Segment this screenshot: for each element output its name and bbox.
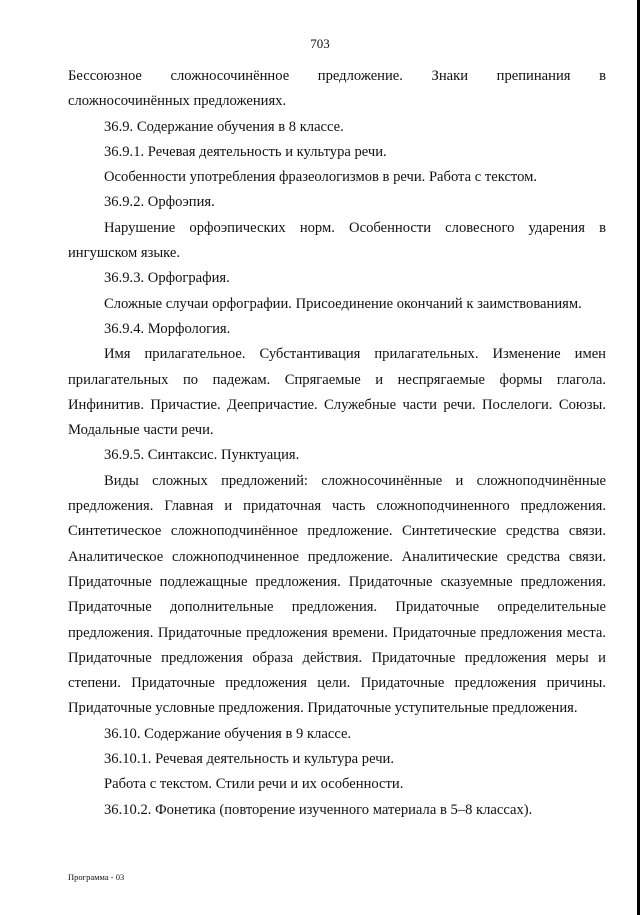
- heading-36-9-3: 36.9.3. Орфография.: [104, 270, 230, 287]
- document-body: [68, 64, 606, 823]
- paragraph-orfoepiya: Нарушение орфоэпических норм. Особенности словесного ударения в ингушском языке.: [68, 219, 606, 262]
- paragraph-frazeologizmy: Особенности употребления фразеологизмов в речи. Работа с текстом.: [104, 169, 538, 186]
- paragraph-sintaksis: Виды сложных предложений: сложносочинённые и сложноподчинённые предложения. Главная и придаточная часть сложноподчиненного предложения. Синтетическое сложноподчинённое предложение. Синтетические средства связи. Аналитическое сложноподчиненное предложение. Аналитические средства связи. Придаточные подлежащные предложения. Придаточные сказуемные предложения. Придаточные дополнительные предложения. Придаточные определительные предложения. Придаточные предложения времени. Придаточные предложения места. Придаточные предложения образа действия. Придаточные предложения меры и степени. Придаточные предложения цели. Придаточные предложения причины. Придаточные условные предложения. Придаточные уступительные предложения.: [68, 472, 606, 717]
- heading-36-9-5: 36.9.5. Синтаксис. Пунктуация.: [104, 447, 300, 464]
- page-number: 703: [310, 36, 330, 51]
- heading-36-10-2: 36.10.2. Фонетика (повторение изученного материала в 5–8 классах).: [104, 801, 533, 818]
- paragraph-stili-rechi: Работа с текстом. Стили речи и их особенности.: [104, 776, 404, 793]
- paragraph-orfografiya: Сложные случаи орфографии. Присоединение окончаний к заимствованиям.: [104, 295, 582, 312]
- paragraph-morfologiya: Имя прилагательное. Субстантивация прилагательных. Изменение имен прилагательных по падежам. Спрягаемые и неспрягаемые формы глагола. Инфинитив. Причастие. Деепричастие. Служебные части речи. Послелоги. Союзы. Модальные части речи.: [68, 346, 606, 439]
- heading-36-10-1: 36.10.1. Речевая деятельность и культура речи.: [104, 751, 394, 768]
- page-footer: Программа - 03: [68, 872, 125, 882]
- heading-36-9-4: 36.9.4. Морфология.: [104, 320, 231, 337]
- heading-36-9-2: 36.9.2. Орфоэпия.: [104, 194, 215, 211]
- heading-36-10: 36.10. Содержание обучения в 9 классе.: [104, 725, 352, 742]
- paragraph-bessoyuznoe: Бессоюзное сложносочинённое предложение. Знаки препинания в сложносочинённых предложениях.: [68, 68, 606, 110]
- heading-36-9-1: 36.9.1. Речевая деятельность и культура речи.: [104, 143, 387, 160]
- heading-36-9: 36.9. Содержание обучения в 8 классе.: [104, 118, 344, 135]
